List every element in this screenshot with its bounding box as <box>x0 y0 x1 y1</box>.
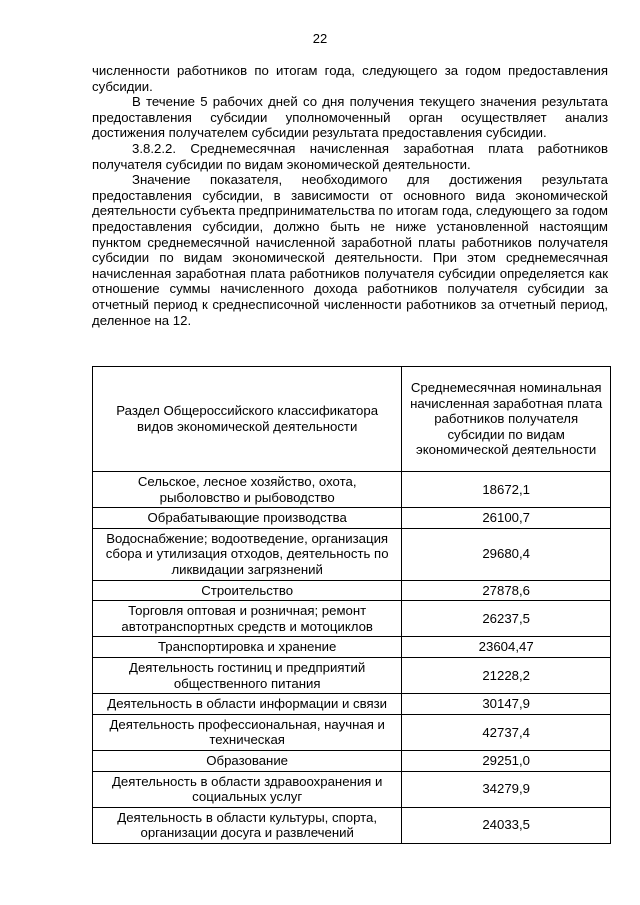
salary-value-cell: 24033,5 <box>402 807 611 843</box>
salary-value-cell: 26100,7 <box>402 508 611 529</box>
activity-section-cell: Деятельность в области информации и связи <box>93 694 402 715</box>
activity-section-cell: Деятельность гостиниц и предприятий общественного питания <box>93 657 402 693</box>
table-row <box>93 694 611 715</box>
activity-section-cell: Водоснабжение; водоотведение, организация сбора и утилизация отходов, деятельность по ликвидации загрязнений <box>93 528 402 580</box>
paragraph: Значение показателя, необходимого для достижения результата предоставления субсидии, в зависимости от основного вида экономической деятельности субъекта предпринимательства по итогам года, следующего за годом предоставления субсидии, должно быть не ниже установленной настоящим пунктом среднемесячной начисленной заработной платы работников получателя субсидии по видам экономической деятельности. При этом среднемесячная начисленная заработная плата работников получателя субсидии определяется как отношение суммы начисленного дохода работников получателя субсидии за отчетный период к среднесписочной численности работников за отчетный период, деленное на 12. <box>92 172 608 328</box>
activity-section-cell: Деятельность в области здравоохранения и социальных услуг <box>93 771 402 807</box>
activity-section-cell: Торговля оптовая и розничная; ремонт автотранспортных средств и мотоциклов <box>93 601 402 637</box>
activity-section-cell: Образование <box>93 750 402 771</box>
header-salary: Среднемесячная номинальная начисленная заработная плата работников получателя субсидии по видам экономической деятельности <box>402 367 611 472</box>
salary-value-cell: 29680,4 <box>402 528 611 580</box>
salary-value-cell: 29251,0 <box>402 750 611 771</box>
salary-value-cell: 26237,5 <box>402 601 611 637</box>
activity-section-cell: Строительство <box>93 580 402 601</box>
salary-by-activity-table <box>92 366 611 844</box>
table-row <box>93 807 611 843</box>
activity-section-cell: Сельское, лесное хозяйство, охота, рыболовство и рыбоводство <box>93 472 402 508</box>
table-row <box>93 508 611 529</box>
table-row <box>93 714 611 750</box>
table-header-row <box>93 367 611 472</box>
activity-section-cell: Деятельность в области культуры, спорта, организации досуга и развлечений <box>93 807 402 843</box>
paragraph: численности работников по итогам года, следующего за годом предоставления субсидии. <box>92 63 608 94</box>
table-row <box>93 657 611 693</box>
table-row <box>93 771 611 807</box>
table-row <box>93 472 611 508</box>
paragraph: 3.8.2.2. Среднемесячная начисленная заработная плата работников получателя субсидии по видам экономической деятельности. <box>92 140 608 172</box>
paragraph: В течение 5 рабочих дней со дня получения текущего значения результата предоставления субсидии уполномоченный орган осуществляет анализ достижения получателем субсидии результата предоставления субсидии. <box>92 94 608 141</box>
salary-value-cell: 21228,2 <box>402 657 611 693</box>
table-row <box>93 580 611 601</box>
salary-value-cell: 27878,6 <box>402 580 611 601</box>
page-number: 22 <box>312 31 328 46</box>
table-row <box>93 637 611 658</box>
salary-value-cell: 18672,1 <box>402 472 611 508</box>
header-section: Раздел Общероссийского классификатора видов экономической деятельности <box>93 367 402 472</box>
table-row <box>93 750 611 771</box>
salary-value-cell: 30147,9 <box>402 694 611 715</box>
table-row <box>93 601 611 637</box>
body-text <box>92 63 608 328</box>
salary-value-cell: 34279,9 <box>402 771 611 807</box>
activity-section-cell: Деятельность профессиональная, научная и техническая <box>93 714 402 750</box>
activity-section-cell: Транспортировка и хранение <box>93 637 402 658</box>
table-row <box>93 528 611 580</box>
activity-section-cell: Обрабатывающие производства <box>93 508 402 529</box>
salary-value-cell: 42737,4 <box>402 714 611 750</box>
salary-value-cell: 23604,47 <box>402 637 611 658</box>
